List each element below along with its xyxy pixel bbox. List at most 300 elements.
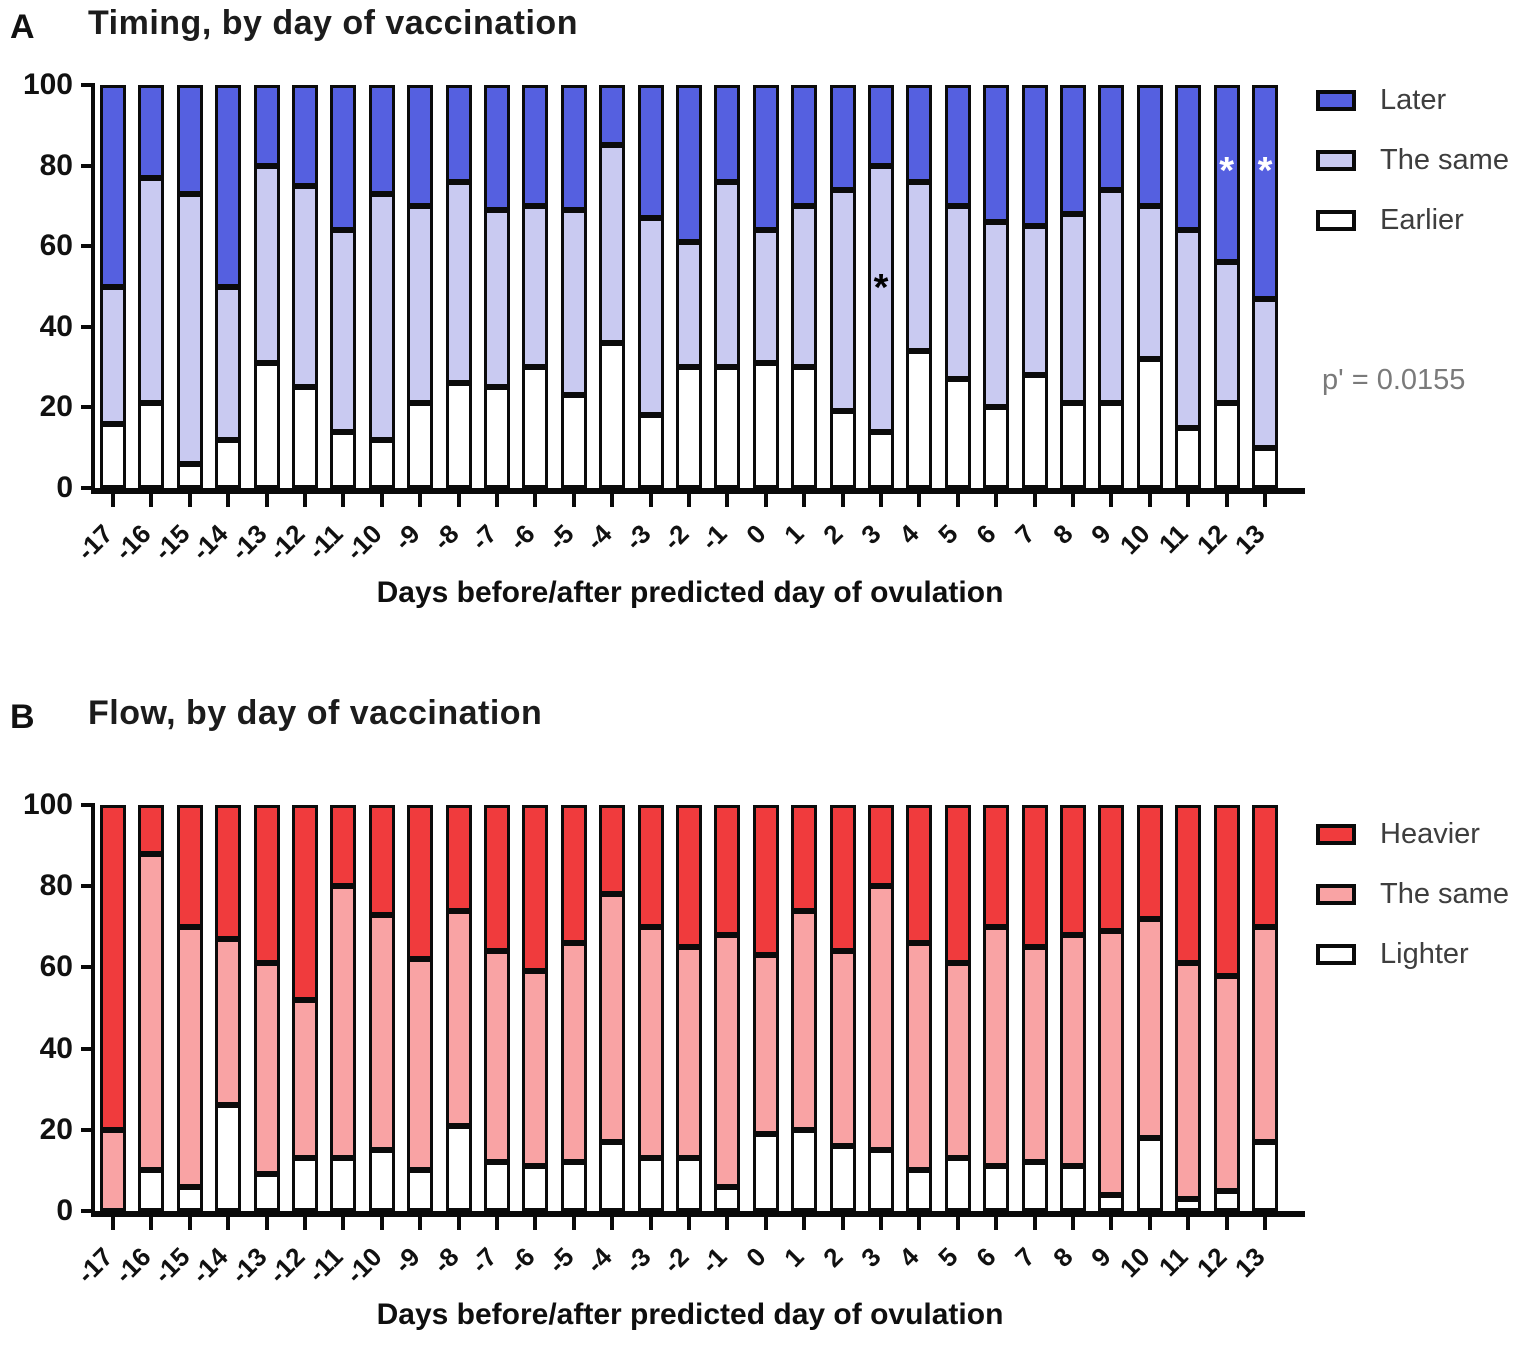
x-tick-label: -3: [618, 1241, 657, 1279]
bar-day-6-segment-later: [983, 85, 1009, 222]
x-tick: [764, 1217, 768, 1230]
y-tick: [81, 244, 93, 248]
bar-day-5-segment-the-same: [945, 963, 971, 1158]
bar-day-10-segment-heavier: [1137, 805, 1163, 919]
bar-day--2-segment-the-same: [676, 947, 702, 1158]
x-tick: [457, 494, 461, 507]
bar-day-13-segment-later: [1252, 85, 1278, 299]
bar-day-1-segment-earlier: [791, 367, 817, 488]
bar-day--13-segment-the-same: [254, 963, 280, 1174]
x-tick: [149, 494, 153, 507]
bar-day-11-segment-lighter: [1175, 1199, 1201, 1211]
bar-day-5-segment-the-same: [945, 206, 971, 379]
bar-day--12-segment-later: [292, 85, 318, 186]
bar-day--12-segment-the-same: [292, 1000, 318, 1158]
bar-day-4-segment-the-same: [906, 182, 932, 351]
bar-day-9-segment-earlier: [1098, 403, 1124, 488]
x-tick-label: 12: [1190, 518, 1233, 561]
bar-day-0-segment-lighter: [753, 1134, 779, 1211]
x-tick-label: -17: [70, 1241, 119, 1290]
bar-day-13-segment-earlier: [1252, 448, 1278, 488]
y-tick: [81, 965, 93, 969]
legend-label-later: Later: [1380, 84, 1447, 116]
panel-a-title: Timing, by day of vaccination: [88, 4, 578, 42]
x-tick: [188, 494, 192, 507]
legend-item-later: [1316, 84, 1509, 117]
bar-day-8-segment-the-same: [1060, 214, 1086, 403]
x-tick: [1263, 494, 1267, 507]
bar-day--2-segment-lighter: [676, 1158, 702, 1211]
x-tick: [418, 494, 422, 507]
bar-day--2-segment-the-same: [676, 242, 702, 367]
bar-day--7-segment-later: [484, 85, 510, 210]
x-tick-label: -13: [224, 1241, 273, 1290]
x-tick-label: -10: [339, 1241, 388, 1290]
bar-day--8-segment-later: [446, 85, 472, 182]
x-tick-label: -2: [657, 518, 695, 556]
bar-day-8-segment-the-same: [1060, 935, 1086, 1166]
bar-day--1-segment-lighter: [714, 1187, 740, 1211]
bar-day-6-segment-heavier: [983, 805, 1009, 927]
x-tick: [265, 1217, 269, 1230]
bar-day--4-segment-later: [599, 85, 625, 145]
bar-day--10-segment-the-same: [369, 194, 395, 440]
bar-day-3-segment-the-same: [868, 886, 894, 1150]
bar-day-13-segment-the-same: [1252, 299, 1278, 448]
x-tick-label: 7: [1008, 1241, 1041, 1273]
y-tick-label: 0: [56, 471, 73, 504]
bar-day--8-segment-heavier: [446, 805, 472, 911]
bar-day--9-segment-the-same: [407, 959, 433, 1170]
x-tick-label: 8: [1047, 1241, 1079, 1273]
bar-day--4-segment-heavier: [599, 805, 625, 894]
bar-day-4-segment-earlier: [906, 351, 932, 488]
bar-day--11-segment-the-same: [330, 886, 356, 1158]
bar-day--6-segment-lighter: [522, 1166, 548, 1211]
bar-day-12-segment-heavier: [1214, 805, 1240, 976]
bar-day--10-segment-heavier: [369, 805, 395, 915]
y-tick-label: 40: [39, 309, 73, 343]
bar-day--5-segment-the-same: [561, 943, 587, 1162]
x-tick-label: -8: [426, 1241, 465, 1279]
y-axis: [91, 83, 95, 492]
x-tick-label: 12: [1190, 1241, 1233, 1284]
bar-day--11-segment-the-same: [330, 230, 356, 432]
bar-day--17-segment-the-same: [100, 1130, 126, 1211]
y-tick: [81, 884, 93, 888]
bar-day--9-segment-later: [407, 85, 433, 206]
bar-day-8-segment-earlier: [1060, 403, 1086, 488]
bar-day--7-segment-the-same: [484, 210, 510, 387]
legend-item-the-same: [1316, 878, 1509, 911]
x-tick-label: 11: [1153, 518, 1194, 560]
bar-day--5-segment-earlier: [561, 395, 587, 488]
bar-day-1-segment-heavier: [791, 805, 817, 911]
bar-day-4-segment-the-same: [906, 943, 932, 1170]
x-tick-label: 9: [1085, 1241, 1117, 1273]
x-tick-label: -7: [465, 1241, 503, 1279]
x-tick-label: -4: [580, 518, 618, 556]
bar-day-3-segment-heavier: [868, 805, 894, 886]
bar-day-13-segment-the-same: [1252, 927, 1278, 1142]
bar-day--16-segment-later: [138, 85, 164, 178]
y-tick-label: 100: [22, 788, 73, 821]
bar-day-1-segment-lighter: [791, 1130, 817, 1211]
x-tick: [1186, 494, 1190, 507]
bar-day-7-segment-lighter: [1022, 1162, 1048, 1211]
panel-a-letter: A: [10, 8, 35, 46]
x-tick-label: -16: [109, 518, 157, 567]
x-tick: [495, 1217, 499, 1230]
bar-day-9-segment-lighter: [1098, 1195, 1124, 1211]
legend-item-earlier: [1316, 204, 1509, 237]
x-axis: [91, 488, 1305, 494]
bar-day-9-segment-the-same: [1098, 190, 1124, 404]
x-tick-label: 1: [778, 518, 810, 550]
y-tick: [81, 1128, 93, 1132]
bar-day--13-segment-later: [254, 85, 280, 166]
bar-day-10-segment-lighter: [1137, 1138, 1163, 1211]
x-tick-label: 13: [1228, 518, 1271, 561]
x-tick-label: 4: [893, 518, 925, 550]
bar-day--13-segment-earlier: [254, 363, 280, 488]
x-tick: [303, 1217, 307, 1230]
y-tick-label: 0: [56, 1194, 73, 1227]
bar-day--8-segment-lighter: [446, 1126, 472, 1211]
x-tick: [649, 494, 653, 507]
panel-b-title: Flow, by day of vaccination: [88, 694, 543, 732]
bar-day--1-segment-the-same: [714, 182, 740, 367]
bar-day--7-segment-heavier: [484, 805, 510, 951]
bar-day-3-segment-later: [868, 85, 894, 166]
x-tick: [725, 1217, 729, 1230]
x-tick-label: 8: [1047, 518, 1079, 550]
x-tick: [1109, 494, 1113, 507]
bar-day-7-segment-later: [1022, 85, 1048, 226]
x-tick-label: -11: [302, 1241, 349, 1289]
bar-day--14-segment-the-same: [215, 939, 241, 1105]
bar-day--17-segment-later: [100, 85, 126, 287]
y-tick-label: 100: [22, 68, 73, 101]
bar-day--5-segment-later: [561, 85, 587, 210]
bar-day-13-segment-heavier: [1252, 805, 1278, 927]
x-tick-label: 3: [855, 518, 887, 550]
legend-swatch-earlier: [1316, 210, 1356, 231]
legend-swatch-the-same: [1316, 150, 1356, 171]
x-tick: [303, 494, 307, 507]
legend-item-lighter: [1316, 938, 1509, 971]
bar-day--8-segment-the-same: [446, 911, 472, 1126]
legend-swatch-heavier: [1316, 824, 1356, 845]
bar-day-3-segment-lighter: [868, 1150, 894, 1211]
x-tick-label: -2: [657, 1241, 695, 1279]
bar-day--3-segment-lighter: [638, 1158, 664, 1211]
bar-day--10-segment-later: [369, 85, 395, 194]
bar-day-2-segment-lighter: [830, 1146, 856, 1211]
bar-day-0-segment-heavier: [753, 805, 779, 955]
bar-day-11-segment-heavier: [1175, 805, 1201, 963]
bar-day--16-segment-the-same: [138, 854, 164, 1171]
y-tick: [81, 164, 93, 168]
bar-day--13-segment-heavier: [254, 805, 280, 963]
bar-day--16-segment-lighter: [138, 1170, 164, 1211]
x-tick: [725, 494, 729, 507]
x-tick-label: -1: [695, 518, 733, 556]
x-tick-label: 11: [1153, 1241, 1194, 1283]
y-tick-label: 60: [39, 950, 73, 984]
x-axis-title-timing: Days before/after predicted day of ovulation: [376, 576, 1004, 609]
x-tick: [1071, 1217, 1075, 1230]
bar-day-13-segment-lighter: [1252, 1142, 1278, 1211]
x-tick-label: 2: [816, 1241, 849, 1273]
bar-day--12-segment-lighter: [292, 1158, 318, 1211]
bar-day-8-segment-later: [1060, 85, 1086, 214]
bar-day-5-segment-later: [945, 85, 971, 206]
bar-day-10-segment-later: [1137, 85, 1163, 206]
bar-day--3-segment-heavier: [638, 805, 664, 927]
bar-day--8-segment-earlier: [446, 383, 472, 488]
bar-day--12-segment-earlier: [292, 387, 318, 488]
bar-day-12-segment-the-same: [1214, 262, 1240, 403]
x-tick-label: 9: [1085, 518, 1117, 550]
bar-day-0-segment-the-same: [753, 955, 779, 1134]
x-tick: [917, 1217, 921, 1230]
bar-day-10-segment-the-same: [1137, 206, 1163, 359]
p-value-note: p' = 0.0155: [1322, 364, 1466, 396]
bar-day-0-segment-the-same: [753, 230, 779, 363]
y-tick-label: 80: [39, 148, 73, 182]
x-tick-label: 0: [739, 1241, 772, 1273]
x-tick: [380, 494, 384, 507]
x-tick-label: -15: [147, 518, 196, 567]
bar-day-8-segment-lighter: [1060, 1166, 1086, 1211]
x-tick: [649, 1217, 653, 1230]
x-axis: [91, 1211, 1305, 1217]
bar-day--6-segment-later: [522, 85, 548, 206]
x-tick: [841, 1217, 845, 1230]
bar-day--2-segment-later: [676, 85, 702, 242]
bar-day--10-segment-the-same: [369, 915, 395, 1150]
bar-day--14-segment-the-same: [215, 287, 241, 440]
bar-day-1-segment-the-same: [791, 206, 817, 367]
bar-day--9-segment-heavier: [407, 805, 433, 959]
x-tick: [956, 1217, 960, 1230]
legend-label-heavier: Heavier: [1380, 818, 1480, 850]
x-tick-label: 5: [931, 518, 964, 550]
significance-asterisk: *: [1257, 149, 1273, 192]
bar-day-4-segment-lighter: [906, 1170, 932, 1211]
panel-b-letter: B: [10, 698, 35, 736]
bar-day--6-segment-heavier: [522, 805, 548, 971]
bar-day--3-segment-earlier: [638, 415, 664, 488]
y-tick: [81, 486, 93, 490]
bar-day-0-segment-earlier: [753, 363, 779, 488]
bar-day-7-segment-the-same: [1022, 947, 1048, 1162]
bar-day--15-segment-heavier: [177, 805, 203, 927]
x-tick-label: -12: [262, 518, 311, 567]
bar-day--16-segment-earlier: [138, 403, 164, 488]
bar-day-7-segment-earlier: [1022, 375, 1048, 488]
x-tick: [1071, 494, 1075, 507]
x-tick: [111, 1217, 115, 1230]
bar-day-12-segment-the-same: [1214, 976, 1240, 1191]
bar-day--15-segment-later: [177, 85, 203, 194]
bar-day--4-segment-lighter: [599, 1142, 625, 1211]
x-tick: [533, 494, 537, 507]
bar-day--8-segment-the-same: [446, 182, 472, 384]
panel-b: [0, 690, 1536, 1351]
bar-day--16-segment-heavier: [138, 805, 164, 854]
x-tick-label: -14: [186, 518, 234, 567]
y-tick-label: 80: [39, 869, 73, 903]
bar-day--2-segment-heavier: [676, 805, 702, 947]
x-tick: [495, 494, 499, 507]
x-tick-label: -6: [503, 518, 541, 556]
legend-timing: [1316, 84, 1509, 237]
x-tick: [341, 494, 345, 507]
bar-day--9-segment-lighter: [407, 1170, 433, 1211]
x-tick-label: -12: [262, 1241, 311, 1290]
y-tick-label: 20: [39, 1112, 73, 1146]
bar-day-2-segment-heavier: [830, 805, 856, 951]
bar-day--2-segment-earlier: [676, 367, 702, 488]
bar-day--7-segment-lighter: [484, 1162, 510, 1211]
bar-day--12-segment-the-same: [292, 186, 318, 388]
bar-day-11-segment-the-same: [1175, 230, 1201, 427]
bar-day-2-segment-earlier: [830, 411, 856, 488]
x-tick: [1225, 494, 1229, 507]
bar-day--15-segment-earlier: [177, 464, 203, 488]
legend-label-the-same: The same: [1380, 878, 1509, 910]
bar-day-12-segment-earlier: [1214, 403, 1240, 488]
bar-day-11-segment-later: [1175, 85, 1201, 230]
bar-day--12-segment-heavier: [292, 805, 318, 1000]
x-tick-label: -9: [388, 1241, 426, 1279]
legend-flow: [1316, 818, 1509, 971]
x-tick-label: 3: [855, 1241, 887, 1273]
x-tick: [879, 1217, 883, 1230]
bar-day--4-segment-the-same: [599, 894, 625, 1142]
x-tick: [226, 1217, 230, 1230]
legend-item-heavier: [1316, 818, 1509, 851]
bar-day--11-segment-heavier: [330, 805, 356, 886]
x-tick-label: -7: [465, 518, 503, 556]
bar-day-1-segment-later: [791, 85, 817, 206]
x-tick: [572, 494, 576, 507]
y-tick: [81, 325, 93, 329]
x-tick: [802, 1217, 806, 1230]
y-tick-label: 40: [39, 1031, 73, 1065]
x-tick: [687, 1217, 691, 1230]
bar-day--14-segment-heavier: [215, 805, 241, 939]
x-tick-label: 6: [970, 518, 1002, 550]
x-tick-label: 10: [1113, 518, 1156, 561]
bar-day-11-segment-the-same: [1175, 963, 1201, 1198]
bar-day-3-segment-earlier: [868, 432, 894, 488]
x-tick-label: 6: [970, 1241, 1002, 1273]
bar-day-7-segment-the-same: [1022, 226, 1048, 375]
x-tick-label: -3: [618, 518, 657, 556]
x-tick-label: -9: [388, 518, 426, 556]
x-tick-label: 13: [1228, 1241, 1271, 1284]
bar-day--7-segment-the-same: [484, 951, 510, 1162]
bar-day--6-segment-earlier: [522, 367, 548, 488]
bar-day--4-segment-earlier: [599, 343, 625, 488]
x-tick: [1033, 1217, 1037, 1230]
x-tick-label: -4: [580, 1241, 618, 1279]
bar-day-0-segment-later: [753, 85, 779, 230]
bar-day-6-segment-lighter: [983, 1166, 1009, 1211]
bar-day-7-segment-heavier: [1022, 805, 1048, 947]
bar-day-6-segment-earlier: [983, 407, 1009, 488]
x-tick-label: -13: [224, 518, 273, 567]
bar-day--1-segment-earlier: [714, 367, 740, 488]
x-tick: [764, 494, 768, 507]
significance-asterisk: *: [873, 266, 889, 309]
x-tick: [994, 1217, 998, 1230]
x-tick: [1148, 494, 1152, 507]
bar-day--1-segment-heavier: [714, 805, 740, 935]
bar-day-1-segment-the-same: [791, 911, 817, 1130]
plot-area-flow: [0, 690, 1536, 1351]
x-tick: [341, 1217, 345, 1230]
legend-swatch-the-same: [1316, 884, 1356, 905]
bar-day-9-segment-later: [1098, 85, 1124, 190]
x-tick: [188, 1217, 192, 1230]
x-tick-label: -5: [541, 518, 580, 556]
bar-day--6-segment-the-same: [522, 971, 548, 1166]
bar-day-9-segment-heavier: [1098, 805, 1124, 931]
bar-day-2-segment-later: [830, 85, 856, 190]
y-tick: [81, 1209, 93, 1213]
x-tick: [917, 494, 921, 507]
x-tick-label: -8: [426, 518, 465, 556]
legend-item-the-same: [1316, 144, 1509, 177]
x-tick: [610, 494, 614, 507]
x-tick: [1263, 1217, 1267, 1230]
legend-label-lighter: Lighter: [1380, 938, 1469, 970]
bar-day--14-segment-lighter: [215, 1105, 241, 1211]
x-tick: [418, 1217, 422, 1230]
bar-day-10-segment-earlier: [1137, 359, 1163, 488]
x-tick-label: -11: [302, 518, 349, 566]
bar-day-8-segment-heavier: [1060, 805, 1086, 935]
bar-day-11-segment-earlier: [1175, 428, 1201, 488]
x-tick-label: -16: [109, 1241, 157, 1290]
x-tick: [149, 1217, 153, 1230]
x-tick: [265, 494, 269, 507]
x-tick: [610, 1217, 614, 1230]
x-tick-label: -6: [503, 1241, 541, 1279]
x-tick-label: -1: [695, 1241, 733, 1279]
bar-day--13-segment-lighter: [254, 1174, 280, 1211]
bar-day-4-segment-heavier: [906, 805, 932, 943]
y-tick: [81, 405, 93, 409]
x-tick: [1033, 494, 1037, 507]
bar-day-4-segment-later: [906, 85, 932, 182]
bar-day-5-segment-lighter: [945, 1158, 971, 1211]
x-tick: [956, 494, 960, 507]
bar-day--4-segment-the-same: [599, 145, 625, 342]
bar-day-12-segment-lighter: [1214, 1191, 1240, 1211]
bar-day--1-segment-later: [714, 85, 740, 182]
x-tick-label: -14: [186, 1241, 234, 1290]
bar-day-10-segment-the-same: [1137, 919, 1163, 1138]
x-tick: [457, 1217, 461, 1230]
bar-day--10-segment-lighter: [369, 1150, 395, 1211]
x-tick: [687, 494, 691, 507]
bar-day--16-segment-the-same: [138, 178, 164, 404]
